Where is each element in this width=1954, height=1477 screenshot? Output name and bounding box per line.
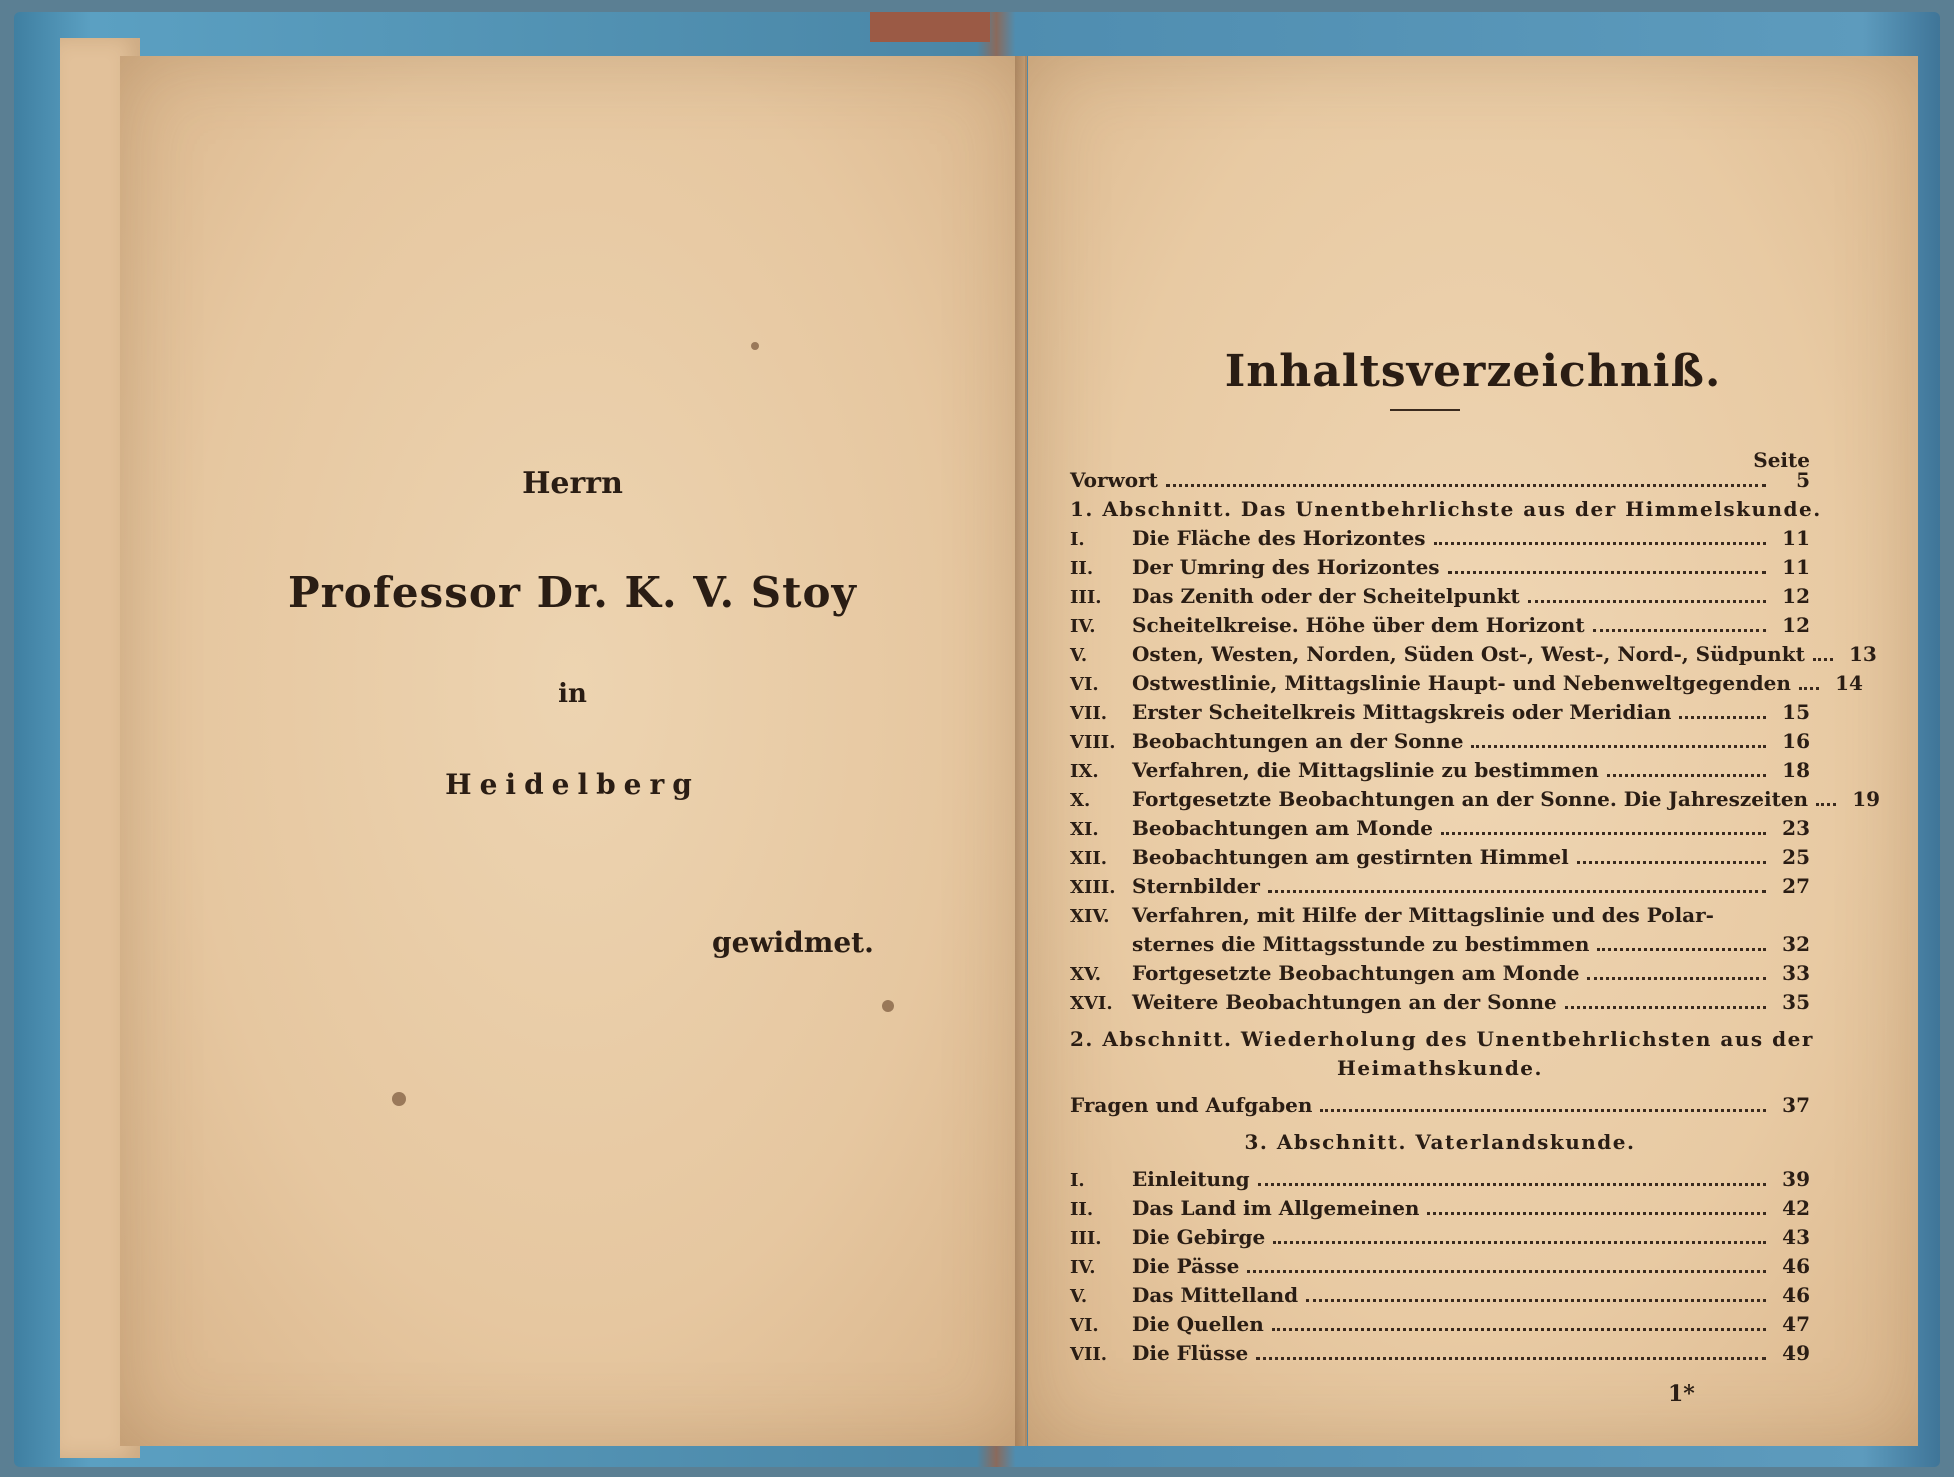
toc-label: Fortgesetzte Beobachtungen am Monde: [1132, 961, 1580, 985]
toc-page-number: 32: [1782, 932, 1810, 956]
toc-row: [1070, 698, 1810, 727]
dedication-gewidmet: gewidmet.: [712, 926, 874, 959]
toc-numeral: XVI.: [1070, 993, 1113, 1014]
toc-page-number: 19: [1852, 787, 1881, 811]
dedication-name: Professor Dr. K. V. Stoy: [288, 568, 857, 617]
toc-label: Ostwestlinie, Mittagslinie Haupt- und Nebenweltgegenden: [1132, 671, 1791, 695]
toc-numeral: VII.: [1070, 1344, 1108, 1365]
toc-row: [1070, 611, 1810, 640]
section-heading: 2. Abschnitt. Wiederholung des Unentbehrlichsten aus der: [1070, 1027, 1814, 1051]
toc-page-number: 42: [1782, 1196, 1810, 1220]
leader-dots: [1256, 1357, 1766, 1360]
toc-numeral: III.: [1070, 587, 1102, 608]
section-heading: 3. Abschnitt. Vaterlandskunde.: [1244, 1130, 1636, 1154]
toc-page-number: 43: [1782, 1225, 1810, 1249]
toc-page-number: 18: [1782, 758, 1810, 782]
toc-label: sternes die Mittagsstunde zu bestimmen: [1132, 932, 1590, 956]
toc-page-number: 5: [1796, 468, 1810, 492]
section1-entries: [1070, 524, 1881, 901]
spacer: [1070, 1017, 1810, 1025]
section-heading: 1. Abschnitt. Das Unentbehrlichste aus der Himmelskunde.: [1070, 497, 1822, 521]
toc-label: Erster Scheitelkreis Mittagskreis oder Meridian: [1132, 700, 1672, 724]
toc-label: Die Flüsse: [1132, 1341, 1249, 1365]
toc-page-number: 39: [1782, 1167, 1810, 1191]
leader-dots: [1528, 600, 1766, 603]
toc-page-number: 27: [1782, 874, 1810, 898]
page-column-header: Seite: [1753, 448, 1810, 472]
toc-page-number: 23: [1782, 816, 1810, 840]
toc-page-number: 15: [1782, 700, 1810, 724]
leader-dots: [1272, 1328, 1766, 1331]
spacer: [1070, 1083, 1810, 1091]
toc-page-number: 33: [1782, 961, 1810, 985]
toc-label: Sternbilder: [1132, 874, 1260, 898]
leader-dots: [1587, 977, 1766, 980]
toc-label: Verfahren, mit Hilfe der Mittagslinie und des Polar-: [1132, 903, 1714, 927]
toc-row: [1070, 756, 1810, 785]
toc-row: [1070, 466, 1810, 495]
toc-row: [1070, 1223, 1810, 1252]
leader-dots: [1306, 1299, 1766, 1302]
toc-row: [1070, 1091, 1810, 1120]
toc-numeral: VII.: [1070, 703, 1108, 724]
leader-dots: [1427, 1212, 1766, 1215]
leader-dots: [1471, 745, 1766, 748]
dedication-salutation: Herrn: [522, 466, 623, 501]
toc-row: [1070, 930, 1810, 959]
toc-label: Einleitung: [1132, 1167, 1250, 1191]
leader-dots: [1166, 484, 1766, 487]
spacer: [1070, 1157, 1810, 1165]
leader-dots: [1597, 948, 1766, 951]
toc-numeral: VI.: [1070, 674, 1099, 695]
leader-dots: [1565, 1006, 1766, 1009]
foxing-spot: [751, 342, 759, 350]
leader-dots: [1434, 542, 1766, 545]
leader-dots: [1577, 861, 1766, 864]
leader-dots: [1593, 629, 1766, 632]
toc-label: Beobachtungen an der Sonne: [1132, 729, 1464, 753]
toc-page-number: 13: [1848, 642, 1877, 666]
toc-page-number: 46: [1782, 1283, 1810, 1307]
toc-page-number: 12: [1782, 613, 1810, 637]
toc-label: Die Gebirge: [1132, 1225, 1266, 1249]
dedication-page: [120, 56, 1027, 1446]
toc-numeral: XIII.: [1070, 877, 1116, 898]
toc-page-number: 14: [1835, 671, 1863, 695]
toc-numeral: V.: [1070, 1286, 1088, 1307]
toc-row: [1070, 814, 1810, 843]
toc-label: Fortgesetzte Beobachtungen an der Sonne. Die Jahreszeiten: [1132, 787, 1809, 811]
toc-label: Die Fläche des Horizontes: [1132, 526, 1426, 550]
toc-row: [1070, 901, 1810, 930]
toc-row: [1070, 959, 1810, 988]
toc-row: [1070, 872, 1810, 901]
leader-dots: [1813, 658, 1833, 661]
toc-numeral: VI.: [1070, 1315, 1099, 1336]
toc-row: [1070, 669, 1863, 698]
spacer: [1070, 1120, 1810, 1128]
toc-row: [1070, 1252, 1810, 1281]
toc-label: Das Zenith oder der Scheitelpunkt: [1132, 584, 1520, 608]
toc-numeral: II.: [1070, 558, 1094, 579]
toc-page: [1028, 56, 1918, 1446]
toc-page-number: 16: [1782, 729, 1810, 753]
toc-label: Osten, Westen, Norden, Süden Ost-, West-, Nord-, Südpunkt: [1132, 642, 1805, 666]
toc-numeral: IV.: [1070, 1257, 1096, 1278]
foxing-spot: [392, 1092, 406, 1106]
title-rule: [1390, 409, 1460, 411]
toc-row: [1070, 582, 1810, 611]
leader-dots: [1320, 1109, 1766, 1112]
toc-row: [1070, 785, 1881, 814]
leader-dots: [1247, 1270, 1766, 1273]
toc-row: [1070, 1339, 1810, 1368]
toc-row: [1070, 1194, 1810, 1223]
toc-label: Die Quellen: [1132, 1312, 1264, 1336]
toc-page-number: 47: [1782, 1312, 1810, 1336]
toc-label: Beobachtungen am gestirnten Himmel: [1132, 845, 1569, 869]
toc-label: Fragen und Aufgaben: [1070, 1093, 1313, 1117]
book-spine: [870, 12, 990, 42]
toc-row: [1070, 1310, 1810, 1339]
toc-title: Inhaltsverzeichniß.: [1224, 346, 1722, 397]
toc-page-number: 11: [1782, 526, 1810, 550]
toc-label: Das Mittelland: [1132, 1283, 1299, 1307]
toc-numeral: III.: [1070, 1228, 1102, 1249]
leader-dots: [1273, 1241, 1766, 1244]
toc-numeral: IX.: [1070, 761, 1099, 782]
section3-entries: [1070, 1165, 1810, 1368]
toc-row: [1070, 988, 1810, 1017]
leader-dots: [1799, 687, 1819, 690]
toc-label: Vorwort: [1070, 468, 1158, 492]
toc-numeral: XI.: [1070, 819, 1099, 840]
foxing-spot: [882, 1000, 894, 1012]
toc-numeral: X.: [1070, 790, 1091, 811]
toc-numeral: I.: [1070, 529, 1085, 550]
toc-row: [1070, 553, 1810, 582]
leader-dots: [1679, 716, 1766, 719]
section-heading-cont: Heimathskunde.: [1337, 1056, 1543, 1080]
toc-numeral: XII.: [1070, 848, 1108, 869]
leader-dots: [1258, 1183, 1766, 1186]
toc-numeral: II.: [1070, 1199, 1094, 1220]
toc-label: Die Pässe: [1132, 1254, 1240, 1278]
toc-page-number: 11: [1782, 555, 1810, 579]
section1-entries-cont: [1070, 959, 1810, 1017]
toc-row: [1070, 1281, 1810, 1310]
leader-dots: [1816, 803, 1836, 806]
toc-label: Das Land im Allgemeinen: [1132, 1196, 1420, 1220]
toc-numeral: XIV.: [1070, 906, 1110, 927]
dedication-in: in: [558, 679, 587, 709]
toc-label: Beobachtungen am Monde: [1132, 816, 1433, 840]
toc-page-number: 12: [1782, 584, 1810, 608]
leader-dots: [1448, 571, 1766, 574]
toc-label: Der Umring des Horizontes: [1132, 555, 1440, 579]
toc-numeral: XV.: [1070, 964, 1102, 985]
dedication-city: Heidelberg: [445, 768, 700, 801]
toc-row: [1070, 1165, 1810, 1194]
toc-row: [1070, 640, 1877, 669]
toc-numeral: V.: [1070, 645, 1088, 666]
toc-label: Scheitelkreise. Höhe über dem Horizont: [1132, 613, 1585, 637]
toc-list: [1070, 466, 1881, 1368]
signature-mark: 1*: [1668, 1381, 1695, 1407]
toc-page-number: 49: [1782, 1341, 1810, 1365]
toc-page-number: 37: [1782, 1093, 1810, 1117]
toc-label: Weitere Beobachtungen an der Sonne: [1132, 990, 1557, 1014]
toc-numeral: IV.: [1070, 616, 1096, 637]
toc-page-number: 46: [1782, 1254, 1810, 1278]
toc-page-number: 25: [1782, 845, 1810, 869]
leader-dots: [1268, 890, 1766, 893]
toc-numeral: VIII.: [1070, 732, 1116, 753]
toc-row: [1070, 727, 1810, 756]
toc-row: [1070, 843, 1810, 872]
leader-dots: [1607, 774, 1766, 777]
leader-dots: [1441, 832, 1766, 835]
toc-page-number: 35: [1782, 990, 1810, 1014]
toc-numeral: I.: [1070, 1170, 1085, 1191]
toc-label: Verfahren, die Mittagslinie zu bestimmen: [1132, 758, 1599, 782]
toc-row: [1070, 524, 1810, 553]
